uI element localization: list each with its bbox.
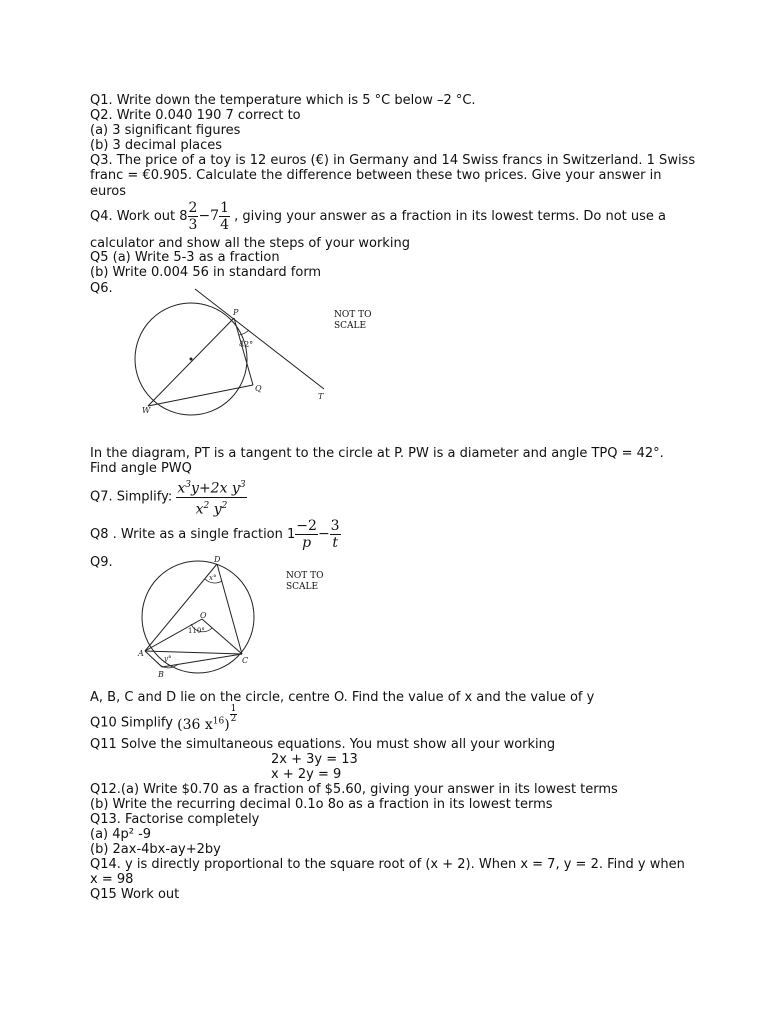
q9-not-to-scale <box>286 571 324 593</box>
q9-chord-da <box>145 564 217 651</box>
q6-centre-dot <box>190 358 193 361</box>
q6-diameter <box>148 318 234 406</box>
q6-label-q: Q <box>255 384 262 393</box>
q12b-text: (b) Write the recurring decimal 0.1o 8o as a fraction in its lowest terms <box>90 797 553 812</box>
q3-line3: euros <box>90 184 127 199</box>
q6-nts-line1: NOT TO <box>334 310 372 320</box>
q4-f2-numerator: 1 <box>220 200 229 216</box>
q9-chord-ac <box>145 651 242 654</box>
q1-text: Q1. Write down the temperature which is 5 °C below –2 °C. <box>90 93 476 108</box>
q7-num-a-exp: 3 <box>185 480 192 490</box>
q4-f1-numerator: 2 <box>188 200 198 216</box>
q9-label: Q9. <box>90 555 113 570</box>
q13-text: Q13. Factorise completely <box>90 812 260 827</box>
q9-nts-line2: SCALE <box>286 582 319 592</box>
q9-label-c: C <box>242 656 249 665</box>
q12a-text: Q12.(a) Write $0.70 as a fraction of $5.60, giving your answer in its lowest terms <box>90 782 618 797</box>
q8-line <box>90 518 341 551</box>
q11-equation-2: x + 2y = 9 <box>271 767 342 782</box>
q11-equation-1: 2x + 3y = 13 <box>271 752 358 767</box>
q7-label: Q7. Simplify: <box>90 489 177 505</box>
q6-chord-pq <box>234 318 253 385</box>
q2-text: Q2. Write 0.040 190 7 correct to <box>90 108 301 123</box>
q10-exp-den: 2 <box>230 713 237 724</box>
q10-base-exp: 16 <box>212 716 225 726</box>
q6-label-w: W <box>142 406 151 415</box>
q5a-text: Q5 (a) Write 5-3 as a fraction <box>90 250 280 265</box>
q8-fraction-2 <box>330 518 341 551</box>
q9-chord-bc <box>162 654 242 667</box>
q7-den-a: x <box>195 501 204 518</box>
q9-radius-oa <box>145 619 202 651</box>
q6-nts-line2: SCALE <box>334 321 367 331</box>
q9-label-d: D <box>214 555 221 564</box>
q9-angle-o-label: 110° <box>188 627 205 635</box>
q11-text: Q11 Solve the simultaneous equations. You must show all your working <box>90 737 556 752</box>
q10-outer-exponent <box>230 705 238 724</box>
q9-radius-oc <box>202 619 242 654</box>
q2b-text: (b) 3 decimal places <box>90 138 223 153</box>
q14-line1: Q14. y is directly proportional to the square root of (x + 2). When x = 7, y = 2. Find y when <box>90 857 685 872</box>
q13b-text: (b) 2ax-4bx-ay+2by <box>90 842 221 857</box>
q6-circle-diagram <box>120 285 380 420</box>
q8-fraction-1 <box>295 518 318 551</box>
q6-tangent-line <box>195 289 324 389</box>
q4-fraction-1 <box>188 200 199 233</box>
q9-circle <box>142 561 254 673</box>
q8-f1-numerator: −2 <box>296 518 317 534</box>
q6-text1: In the diagram, PT is a tangent to the circle at P. PW is a diameter and angle TPQ = 42°. <box>90 446 664 461</box>
q4-prefix: Q4. Work out 8 <box>90 209 188 224</box>
q15-text: Q15 Work out <box>90 887 180 902</box>
q6-angle-label: 42° <box>239 340 254 349</box>
q7-den-b: y <box>213 501 222 518</box>
q4-line2: calculator and show all the steps of your working <box>90 236 410 251</box>
q9-label-o: O <box>200 611 207 620</box>
q7-num-b-exp: 3 <box>239 480 246 490</box>
q13a-text: (a) 4p² -9 <box>90 827 152 842</box>
q3-line2: franc = €0.905. Calculate the difference between these two prices. Give your answer in <box>90 168 662 183</box>
q8-f1-denominator: p <box>302 535 312 551</box>
q4-minus: −7 <box>198 208 220 224</box>
q9-text: A, B, C and D lie on the circle, centre O. Find the value of x and the value of y <box>90 690 595 705</box>
q6-not-to-scale <box>334 310 372 332</box>
q7-line <box>90 477 247 517</box>
q8-f2-numerator: 3 <box>330 518 340 534</box>
q4-line1 <box>90 200 666 233</box>
q10-base: 36 x <box>182 716 213 733</box>
q4-f2-denominator: 4 <box>220 217 229 233</box>
q8-label: Q8 . Write as a single fraction 1 <box>90 527 296 542</box>
q8-minus: − <box>317 526 330 542</box>
q9-angle-x-label: x° <box>209 574 217 582</box>
q14-line2: x = 98 <box>90 872 134 887</box>
q5b-text: (b) Write 0.004 56 in standard form <box>90 265 322 280</box>
q6-label-t: T <box>318 392 324 401</box>
q9-label-a: A <box>138 649 144 658</box>
q7-num-b: y+2x y <box>191 480 240 497</box>
q9-angle-y-label: y° <box>164 655 172 663</box>
q10-line <box>90 703 237 733</box>
q9-nts-line1: NOT TO <box>286 571 324 581</box>
q6-label: Q6. <box>90 281 113 296</box>
q7-den-b-exp: 2 <box>221 500 228 511</box>
q8-f2-denominator: t <box>332 535 338 551</box>
q2a-text: (a) 3 significant figures <box>90 123 241 138</box>
q7-num-a: x <box>177 480 186 497</box>
q7-denominator <box>176 498 246 518</box>
q9-label-b: B <box>158 670 164 679</box>
q7-fraction <box>176 477 246 517</box>
q4-fraction-2 <box>219 200 230 233</box>
q10-label: Q10 Simplify <box>90 715 178 731</box>
q4-suffix: , giving your answer as a fraction in its lowest terms. Do not use a <box>230 209 667 224</box>
q10-exp-num: 1 <box>230 703 237 714</box>
q4-f1-denominator: 3 <box>188 217 198 233</box>
q7-den-a-exp: 2 <box>203 500 210 511</box>
q6-text2: Find angle PWQ <box>90 461 192 476</box>
q10-expression: (36 $x^{16}$) <box>177 716 230 733</box>
q6-label-p: P <box>233 308 239 317</box>
q3-line1: Q3. The price of a toy is 12 euros (€) in Germany and 14 Swiss francs in Switzerland. 1 Swiss <box>90 153 696 168</box>
q6-chord-wq <box>148 385 253 406</box>
q7-numerator <box>176 477 246 498</box>
q9-circle-diagram <box>130 553 270 681</box>
